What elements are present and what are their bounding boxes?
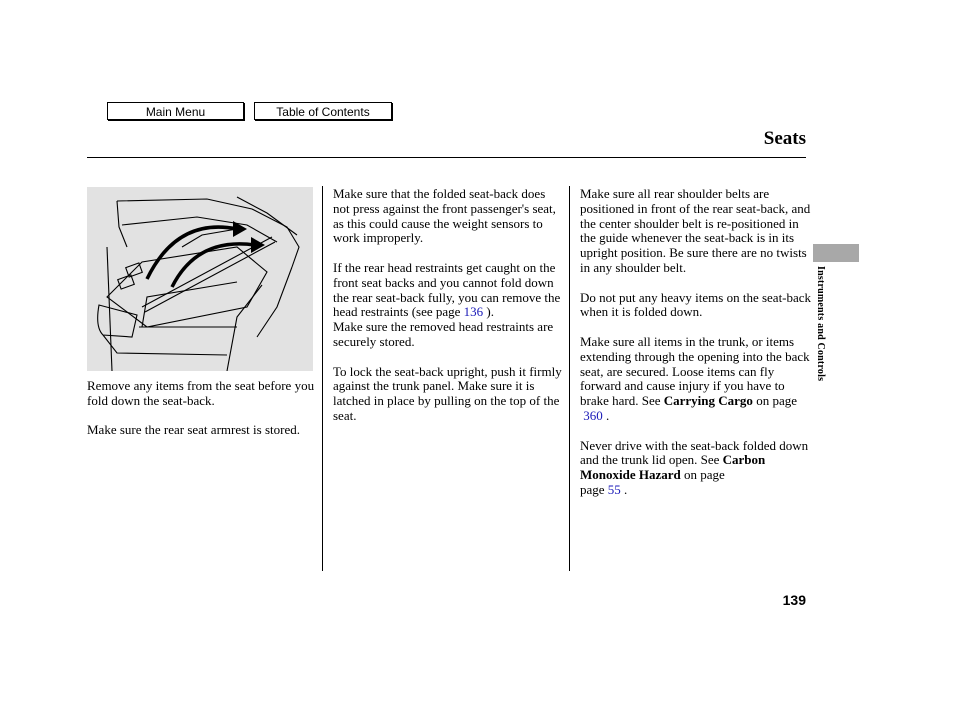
text: on page: [752, 393, 797, 409]
paragraph: [333, 261, 565, 320]
paragraph: To lock the seat-back upright, push it firmly against the trunk panel. Make sure it is latched in place by pulling on the top of the seat.: [333, 363, 562, 423]
text: .: [620, 481, 628, 497]
page-link-136[interactable]: 136: [463, 304, 484, 320]
page-link-360[interactable]: 360: [583, 407, 603, 423]
paragraph: Make sure that the folded seat-back does not press against the front passenger's seat, as this could cause the weight sensors to work improperly.: [333, 186, 556, 246]
paragraph: Make sure the rear seat armrest is stored.: [87, 422, 300, 438]
paragraph: Never drive with the seat-back folded down and the trunk lid open. See Carbon Monoxide Hazard on page page 55 .: [580, 437, 809, 497]
table-of-contents-button[interactable]: Table of Contents: [254, 102, 392, 120]
main-menu-button[interactable]: Main Menu: [107, 102, 244, 120]
text: .: [602, 407, 610, 423]
page-link-55[interactable]: 55: [607, 481, 621, 497]
page-number: 139: [782, 592, 806, 608]
text: Never drive with the seat-back folded down and the trunk lid open. See: [580, 437, 809, 468]
page-title: Seats: [763, 128, 806, 149]
paragraph: Remove any items from the seat before you fold down the seat-back.: [87, 378, 315, 408]
paragraph: Do not put any heavy items on the seat-back when it is folded down.: [580, 289, 812, 320]
text: ).: [483, 304, 495, 320]
bold-reference: Carrying Cargo: [663, 393, 753, 409]
section-side-label: Instruments and Controls: [815, 266, 826, 382]
seat-fold-illustration: [87, 187, 313, 371]
paragraph: Make sure the removed head restraints are securely stored.: [333, 319, 554, 349]
right-column: [580, 187, 812, 513]
text: on page: [680, 467, 725, 483]
rear-seat-drawing: [87, 187, 313, 371]
text: If the rear head restraints get caught on the front seat backs and you cannot fold down the rear seat-back fully, you can remove the head restraints (see page: [333, 259, 561, 320]
middle-column: [333, 187, 565, 439]
paragraph: [580, 335, 812, 424]
column-divider: [569, 186, 570, 571]
column-divider: [322, 186, 323, 571]
bold-reference: Carbon Monoxide Hazard: [580, 452, 766, 483]
header-rule: [87, 157, 806, 158]
text: Make sure all items in the trunk, or items extending through the opening into the back seat, are secured. Loose items can fly forward and cause injury if you have to brake hard. See: [580, 333, 810, 409]
section-tab: [813, 244, 859, 262]
left-column: [87, 379, 317, 453]
paragraph: Make sure all rear shoulder belts are positioned in front of the rear seat-back, and the center shoulder belt is re-positioned in the guide whenever the seat-back is in its upright position. Be sure there are no twists in any shoulder belt.: [580, 186, 811, 275]
